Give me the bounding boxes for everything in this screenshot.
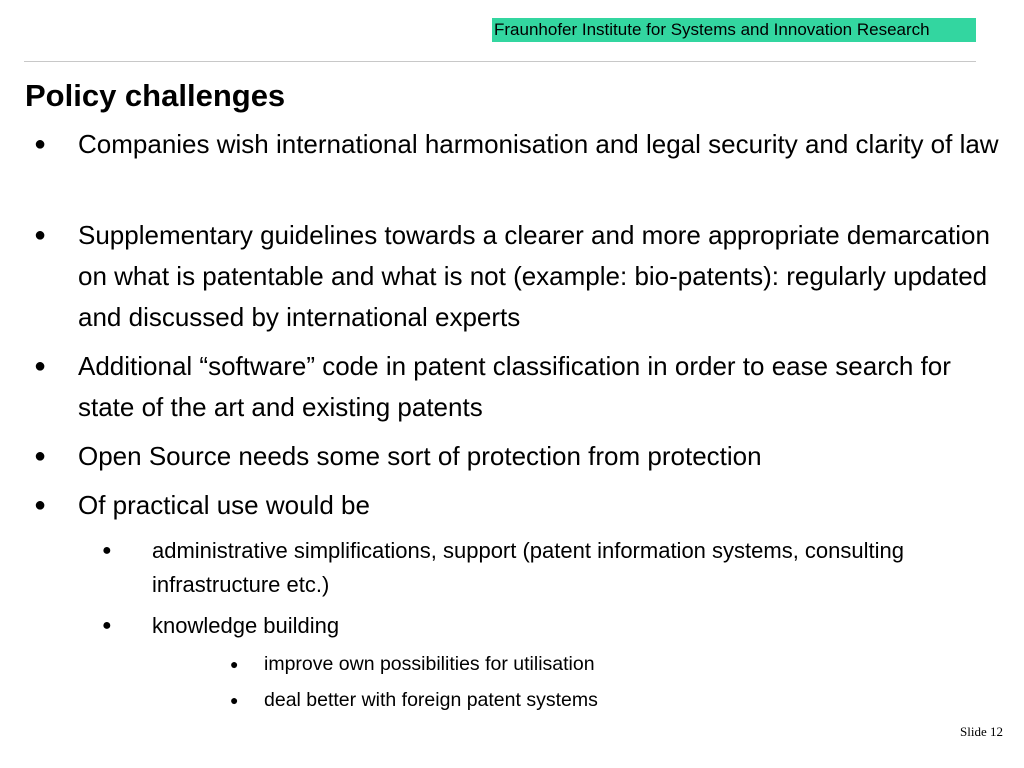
bullet-item (34, 436, 1008, 477)
bullet-text: Companies wish international harmonisation and legal security and clarity of law (78, 129, 999, 159)
slide-number: Slide 12 (960, 724, 1003, 739)
bullet-dot-icon: ● (230, 656, 239, 672)
sub-bullet-item (102, 534, 1012, 602)
bullet-dot-icon: ● (34, 445, 47, 467)
bullet-dot-icon: ● (34, 355, 47, 377)
bullet-text: Open Source needs some sort of protection from protection (78, 441, 762, 471)
bullet-item (34, 346, 1008, 428)
header-bar (0, 0, 1024, 62)
bullet-text: Additional “software” code in patent classification in order to ease search for state of the art and existing patents (78, 351, 951, 422)
bullet-dot-icon: ● (34, 133, 47, 155)
bullet-dot-icon: ● (230, 692, 239, 708)
sub-bullet-item (102, 609, 1012, 643)
bullet-item (34, 124, 1008, 165)
bullet-text: knowledge building (152, 613, 340, 638)
bullet-text: deal better with foreign patent systems (264, 689, 598, 711)
bullet-dot-icon: ● (34, 494, 47, 516)
bullet-text: improve own possibilities for utilisation (264, 653, 595, 675)
header-divider (24, 61, 976, 62)
bullet-dot-icon: ● (102, 542, 112, 559)
bullet-text: Supplementary guidelines towards a clearer and more appropriate demarcation on what is patentable and what is not (example: bio-patents): regularly updated and discussed by international experts (78, 220, 990, 332)
sub-sub-bullet-item (230, 685, 964, 715)
bullet-text: administrative simplifications, support (patent information systems, consulting infrastructure etc.) (152, 538, 904, 597)
institute-name: Fraunhofer Institute for Systems and Innovation Research (494, 20, 930, 39)
sub-sub-bullet-item (230, 649, 964, 679)
bullet-dot-icon: ● (102, 617, 112, 634)
slide-title: Policy challenges (25, 78, 286, 113)
institute-label (492, 18, 1006, 42)
bullet-dot-icon: ● (34, 224, 47, 246)
bullet-item (34, 215, 1008, 338)
bullet-text: Of practical use would be (78, 490, 370, 520)
bullet-item (34, 485, 1008, 526)
